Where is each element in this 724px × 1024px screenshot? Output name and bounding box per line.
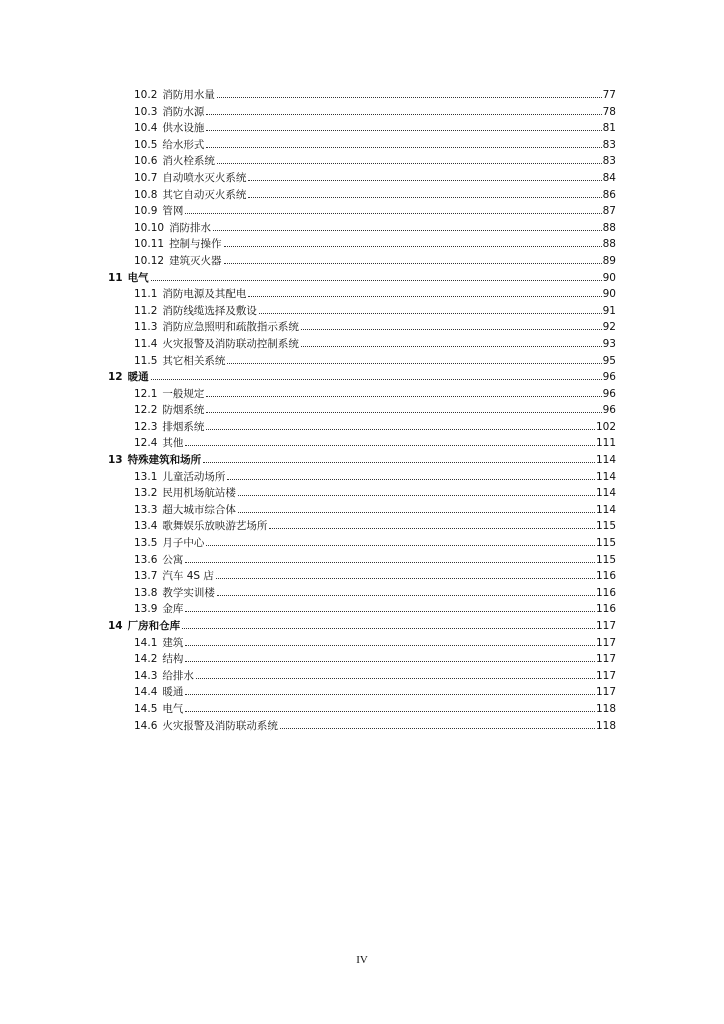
toc-section-row[interactable] [108,535,616,552]
toc-section-row[interactable] [108,286,616,303]
toc-entry-title: 暖通 [162,686,184,699]
toc-entry-title: 防烟系统 [162,404,205,417]
dot-leader [259,312,602,314]
toc-entry-title: 教学实训楼 [162,586,215,599]
toc-entry-page: 115 [595,520,616,533]
toc-chapter-row[interactable] [108,369,616,386]
toc-entry-number: 10.7 [134,171,158,184]
dot-leader [185,444,595,446]
toc-entry-page: 92 [602,321,616,334]
toc-entry-title: 建筑灭火器 [169,254,222,267]
dot-leader [224,245,602,247]
toc-entry-page: 90 [602,271,616,284]
toc-entry-number: 14.2 [134,653,158,666]
toc-entry-page: 111 [595,437,616,450]
toc-entry-title: 其它自动灭火系统 [162,188,247,201]
dot-leader [206,113,601,115]
toc-section-row[interactable] [108,187,616,204]
toc-entry-page: 96 [602,371,616,384]
toc-entry-number: 12.4 [134,437,158,450]
toc-entry-title: 电气 [127,271,149,284]
toc-entry-page: 83 [602,155,616,168]
toc-entry-page: 83 [602,138,616,151]
toc-entry-title: 超大城市综合体 [162,503,236,516]
dot-leader [185,693,595,695]
dot-leader [224,262,602,264]
toc-section-row[interactable] [108,153,616,170]
dot-leader [185,660,595,662]
toc-entry-number: 12.3 [134,420,158,433]
toc-section-row[interactable] [108,568,616,585]
toc-entry-number: 14.5 [134,702,158,715]
toc-entry-title: 供水设施 [162,122,205,135]
toc-entry-title: 消防应急照明和疏散指示系统 [162,321,299,334]
dot-leader [217,162,602,164]
dot-leader [206,395,601,397]
toc-entry-title: 歌舞娱乐放映游艺场所 [162,520,268,533]
toc-entry-title: 儿童活动场所 [162,470,226,483]
dot-leader [238,494,595,496]
toc-entry-title: 消防水源 [162,105,205,118]
toc-entry-page: 96 [602,387,616,400]
toc-chapter-row[interactable] [108,618,616,635]
toc-entry-title: 火灾报警及消防联动控制系统 [162,337,299,350]
toc-section-row[interactable] [108,518,616,535]
toc-entry-number: 14.1 [134,636,158,649]
toc-entry-number: 10.5 [134,138,158,151]
toc-section-row[interactable] [108,203,616,220]
toc-entry-page: 88 [602,221,616,234]
toc-entry-title: 金库 [162,603,184,616]
toc-chapter-row[interactable] [108,270,616,287]
toc-entry-title: 排烟系统 [162,420,205,433]
toc-entry-page: 96 [602,404,616,417]
dot-leader [213,229,602,231]
toc-entry-number: 11.2 [134,304,158,317]
toc-entry-title: 消防线缆选择及敷设 [162,304,257,317]
toc-section-row[interactable] [108,137,616,154]
dot-leader [206,411,601,413]
toc-entry-page: 87 [602,205,616,218]
toc-entry-title: 消防电源及其配电 [162,288,247,301]
toc-entry-number: 10.3 [134,105,158,118]
toc-chapter-row[interactable] [108,452,616,469]
toc-entry-number: 13.8 [134,586,158,599]
toc-entry-title: 消防排水 [169,221,212,234]
toc-entry-number: 12 [108,371,123,384]
toc-entry-title: 电气 [162,702,184,715]
dot-leader [301,328,602,330]
toc-entry-page: 102 [595,420,616,433]
toc-entry-title: 厂房和仓库 [127,620,181,632]
toc-entry-title: 其它相关系统 [162,354,226,367]
toc-entry-title: 建筑 [162,636,184,649]
dot-leader [217,594,595,596]
dot-leader [280,727,595,729]
toc-entry-number: 11.3 [134,321,158,334]
dot-leader [185,710,595,712]
dot-leader [206,544,595,546]
toc-entry-number: 13.6 [134,553,158,566]
toc-section-row[interactable] [108,552,616,569]
dot-leader [248,196,601,198]
toc-entry-number: 10.6 [134,155,158,168]
toc-entry-page: 91 [602,304,616,317]
toc-section-row[interactable] [108,253,616,270]
toc-entry-title: 其他 [162,437,184,450]
toc-entry-number: 13.4 [134,520,158,533]
toc-section-row[interactable] [108,585,616,602]
toc-section-row[interactable] [108,601,616,618]
toc-entry-page: 114 [595,454,616,467]
toc-entry-page: 77 [602,89,616,101]
toc-entry-number: 13.7 [134,570,158,583]
toc-entry-number: 11 [108,271,123,284]
toc-section-row[interactable] [108,319,616,336]
toc-section-row[interactable] [108,684,616,701]
toc-entry-title: 民用机场航站楼 [162,487,236,500]
toc-entry-number: 13.1 [134,470,158,483]
dot-leader [238,511,595,513]
dot-leader [182,627,595,629]
toc-entry-page: 84 [602,171,616,184]
dot-leader [151,279,602,281]
toc-section-row[interactable] [108,419,616,436]
toc-section-row[interactable] [108,502,616,519]
toc-entry-number: 10.4 [134,122,158,135]
toc-entry-title: 月子中心 [162,537,205,550]
toc-entry-number: 11.4 [134,337,158,350]
dot-leader [185,212,601,214]
dot-leader [269,527,595,529]
dot-leader [248,295,601,297]
toc-entry-page: 117 [595,620,616,632]
toc-section-row[interactable] [108,386,616,403]
toc-entry-title: 火灾报警及消防联动系统 [162,719,278,732]
toc-entry-page: 114 [595,487,616,500]
dot-leader [185,610,595,612]
toc-entry-page: 116 [595,586,616,599]
toc-section-row[interactable] [108,236,616,253]
toc-entry-number: 13 [108,454,123,467]
toc-section-row[interactable] [108,668,616,685]
toc-entry-page: 93 [602,337,616,350]
dot-leader [206,428,595,430]
toc-entry-number: 14 [108,620,123,632]
toc-entry-title: 管网 [162,205,184,218]
toc-entry-page: 95 [602,354,616,367]
toc-section-row[interactable] [108,402,616,419]
toc-entry-number: 11.5 [134,354,158,367]
toc-entry-page: 81 [602,122,616,135]
toc-entry-page: 117 [595,653,616,666]
toc-section-row[interactable] [108,701,616,718]
toc-section-row[interactable] [108,485,616,502]
toc-section-row[interactable] [108,336,616,353]
toc-section-row[interactable] [108,651,616,668]
toc-entry-page: 115 [595,537,616,550]
toc-entry-page: 86 [602,188,616,201]
toc-entry-page: 90 [602,288,616,301]
toc-entry-title: 特殊建筑和场所 [127,454,202,467]
toc-entry-number: 14.3 [134,669,158,682]
toc-entry-number: 10.2 [134,89,158,101]
page-number: IV [356,954,368,966]
toc-entry-title: 自动喷水灭火系统 [162,171,247,184]
toc-entry-page: 116 [595,603,616,616]
toc-entry-page: 89 [602,254,616,267]
toc-section-row[interactable] [108,87,616,104]
dot-leader [151,378,602,380]
dot-leader [185,644,595,646]
toc-section-row[interactable] [108,303,616,320]
toc-entry-page: 117 [595,686,616,699]
toc-entry-number: 13.3 [134,503,158,516]
toc-entry-page: 78 [602,105,616,118]
dot-leader [185,561,595,563]
toc-section-row[interactable] [108,353,616,370]
toc-entry-page: 88 [602,238,616,251]
toc-entry-number: 14.6 [134,719,158,732]
toc-entry-page: 118 [595,702,616,715]
dot-leader [206,129,601,131]
dot-leader [217,96,602,98]
toc-entry-page: 117 [595,669,616,682]
toc-entry-page: 116 [595,570,616,583]
toc-entry-number: 12.1 [134,387,158,400]
toc-entry-number: 11.1 [134,288,158,301]
toc-entry-page: 114 [595,503,616,516]
toc-entry-number: 14.4 [134,686,158,699]
toc-entry-number: 10.12 [134,254,165,267]
dot-leader [216,577,595,579]
toc-entry-number: 12.2 [134,404,158,417]
toc-entry-page: 114 [595,470,616,483]
toc-entry-title: 公寓 [162,553,184,566]
toc-entry-number: 10.8 [134,188,158,201]
toc-entry-number: 13.9 [134,603,158,616]
toc-section-row[interactable] [108,718,616,735]
toc-entry-number: 10.10 [134,221,165,234]
toc-entry-page: 118 [595,719,616,732]
toc-section-row[interactable] [108,435,616,452]
toc-entry-title: 给水形式 [162,138,205,151]
toc-entry-title: 给排水 [162,669,194,682]
toc-entry-title: 消防用水量 [162,89,215,101]
toc-entry-page: 117 [595,636,616,649]
dot-leader [248,179,601,181]
dot-leader [206,146,601,148]
toc-entry-title: 一般规定 [162,387,205,400]
toc-entry-title: 控制与操作 [169,238,222,251]
toc-entry-title: 汽车 4S 店 [162,570,214,583]
dot-leader [227,478,595,480]
dot-leader [227,362,601,364]
toc-entry-title: 消火栓系统 [162,155,215,168]
toc-section-row[interactable] [108,170,616,187]
toc-section-row[interactable] [108,469,616,486]
dot-leader [196,677,595,679]
toc-entry-title: 暖通 [127,371,149,384]
toc-section-row[interactable] [108,104,616,121]
table-of-contents [108,87,616,734]
toc-entry-number: 13.2 [134,487,158,500]
toc-entry-number: 13.5 [134,537,158,550]
toc-section-row[interactable] [108,635,616,652]
dot-leader [301,345,602,347]
toc-entry-title: 结构 [162,653,184,666]
toc-entry-number: 10.9 [134,205,158,218]
toc-section-row[interactable] [108,120,616,137]
dot-leader [203,461,595,463]
toc-entry-number: 10.11 [134,238,165,251]
toc-entry-page: 115 [595,553,616,566]
toc-section-row[interactable] [108,220,616,237]
